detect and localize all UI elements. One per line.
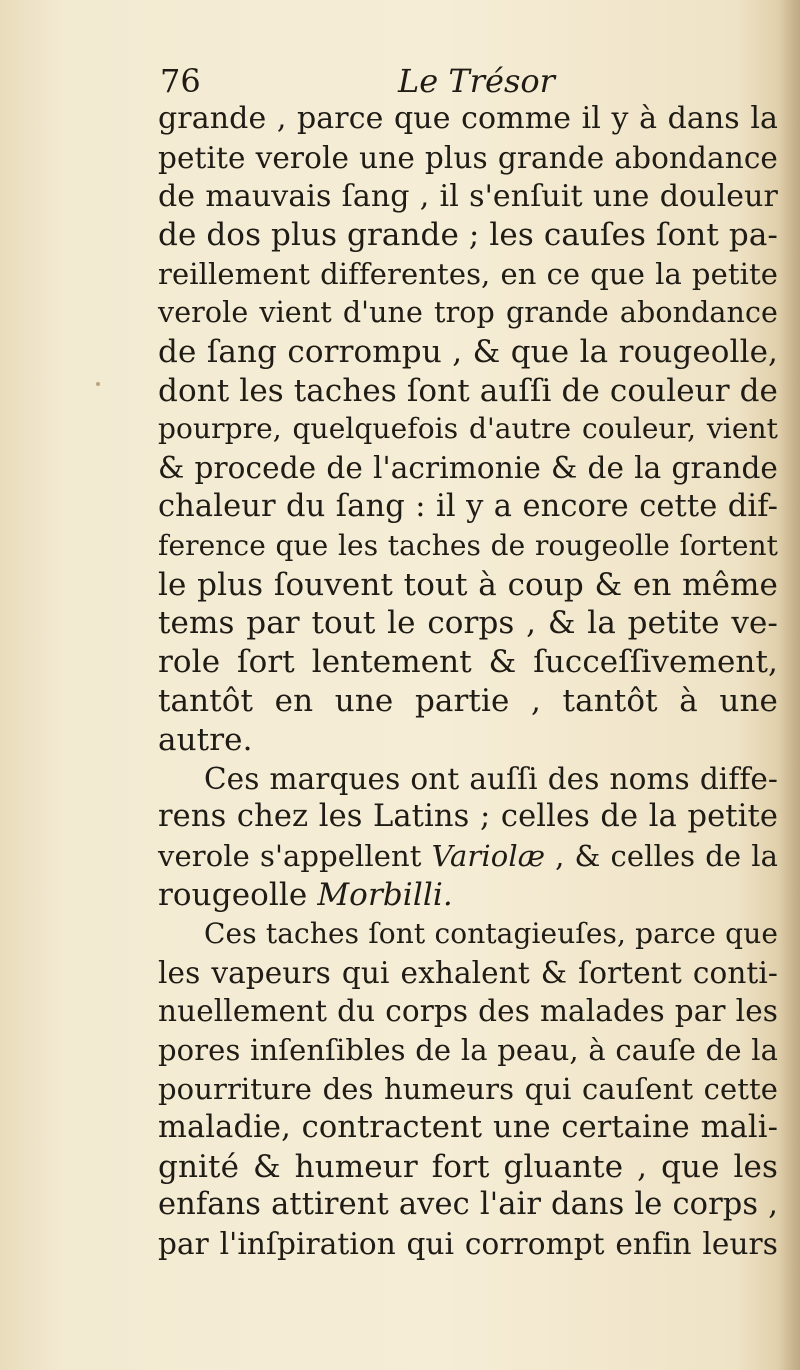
text-line: grande , parce que comme il y à dans la	[158, 101, 778, 136]
text-line: reillement differentes, en ce que la petite	[158, 257, 778, 292]
text-line: de ſang corrompu , & que la rougeolle,	[158, 333, 778, 370]
text-line: par l'inſpiration qui corrompt enfin leurs	[158, 1227, 778, 1262]
paper-speck	[96, 382, 100, 386]
text-line: les vapeurs qui exhalent & ſortent conti-	[158, 955, 778, 990]
text-line: de mauvais ſang , il s'enſuit une douleur	[158, 178, 778, 214]
text-line: petite verole une plus grande abondance	[158, 140, 778, 175]
text-line: & procede de l'acrimonie & de la grande	[158, 451, 778, 486]
text-line: enfans attirent avec l'air dans le corps ,	[158, 1187, 778, 1223]
text-line: ference que les taches de rougeolle ſortent	[158, 528, 778, 562]
text-line	[158, 876, 778, 915]
text-line: le plus ſouvent tout à coup & en même	[158, 566, 778, 603]
text-line: Ces marques ont auſſi des noms diffe-	[204, 761, 778, 796]
text-line: tems par tout le corps , & la petite ve-	[158, 605, 778, 642]
page-edge-shadow	[778, 0, 800, 1370]
text-line: rens chez les Latins ; celles de la petite	[158, 799, 778, 835]
text-line: pourriture des humeurs qui cauſent cette	[158, 1071, 778, 1106]
running-title: Le Trésor	[398, 62, 555, 100]
text-line: maladie, contractent une certaine mali-	[158, 1109, 778, 1145]
text-line: nuellement du corps des malades par les	[158, 994, 778, 1029]
text-line: dont les taches ſont auſſi de couleur de	[158, 372, 778, 409]
text-line: verole vient d'une trop grande abondance	[158, 295, 778, 329]
text-line: autre.	[158, 721, 253, 758]
text-run: rougeolle	[158, 876, 318, 913]
text-line: pores inſenſibles de la peau, à cauſe de la	[158, 1033, 778, 1068]
latin-term: Variolæ	[431, 839, 546, 874]
text-run: verole s'appellent	[158, 839, 432, 874]
text-line: chaleur du ſang : il y a encore cette dif-	[158, 488, 778, 524]
text-line: tantôt en une partie , tantôt à une	[158, 682, 778, 719]
text-run: , & celles de la	[545, 839, 778, 874]
text-line: de dos plus grande ; les cauſes ſont pa-	[158, 217, 778, 254]
text-line: Ces taches ſont contagieuſes, parce que	[204, 916, 778, 950]
body-text	[158, 100, 778, 1264]
text-line: pourpre, quelquefois d'autre couleur, vient	[158, 412, 778, 446]
text-line	[158, 837, 778, 876]
page-header	[160, 62, 600, 102]
latin-term: Morbilli.	[317, 876, 453, 913]
page-number: 76	[160, 62, 201, 100]
text-line: gnité & humeur fort gluante , que les	[158, 1148, 778, 1185]
text-line: role ſort lentement & ſucceſſivement,	[158, 644, 778, 681]
